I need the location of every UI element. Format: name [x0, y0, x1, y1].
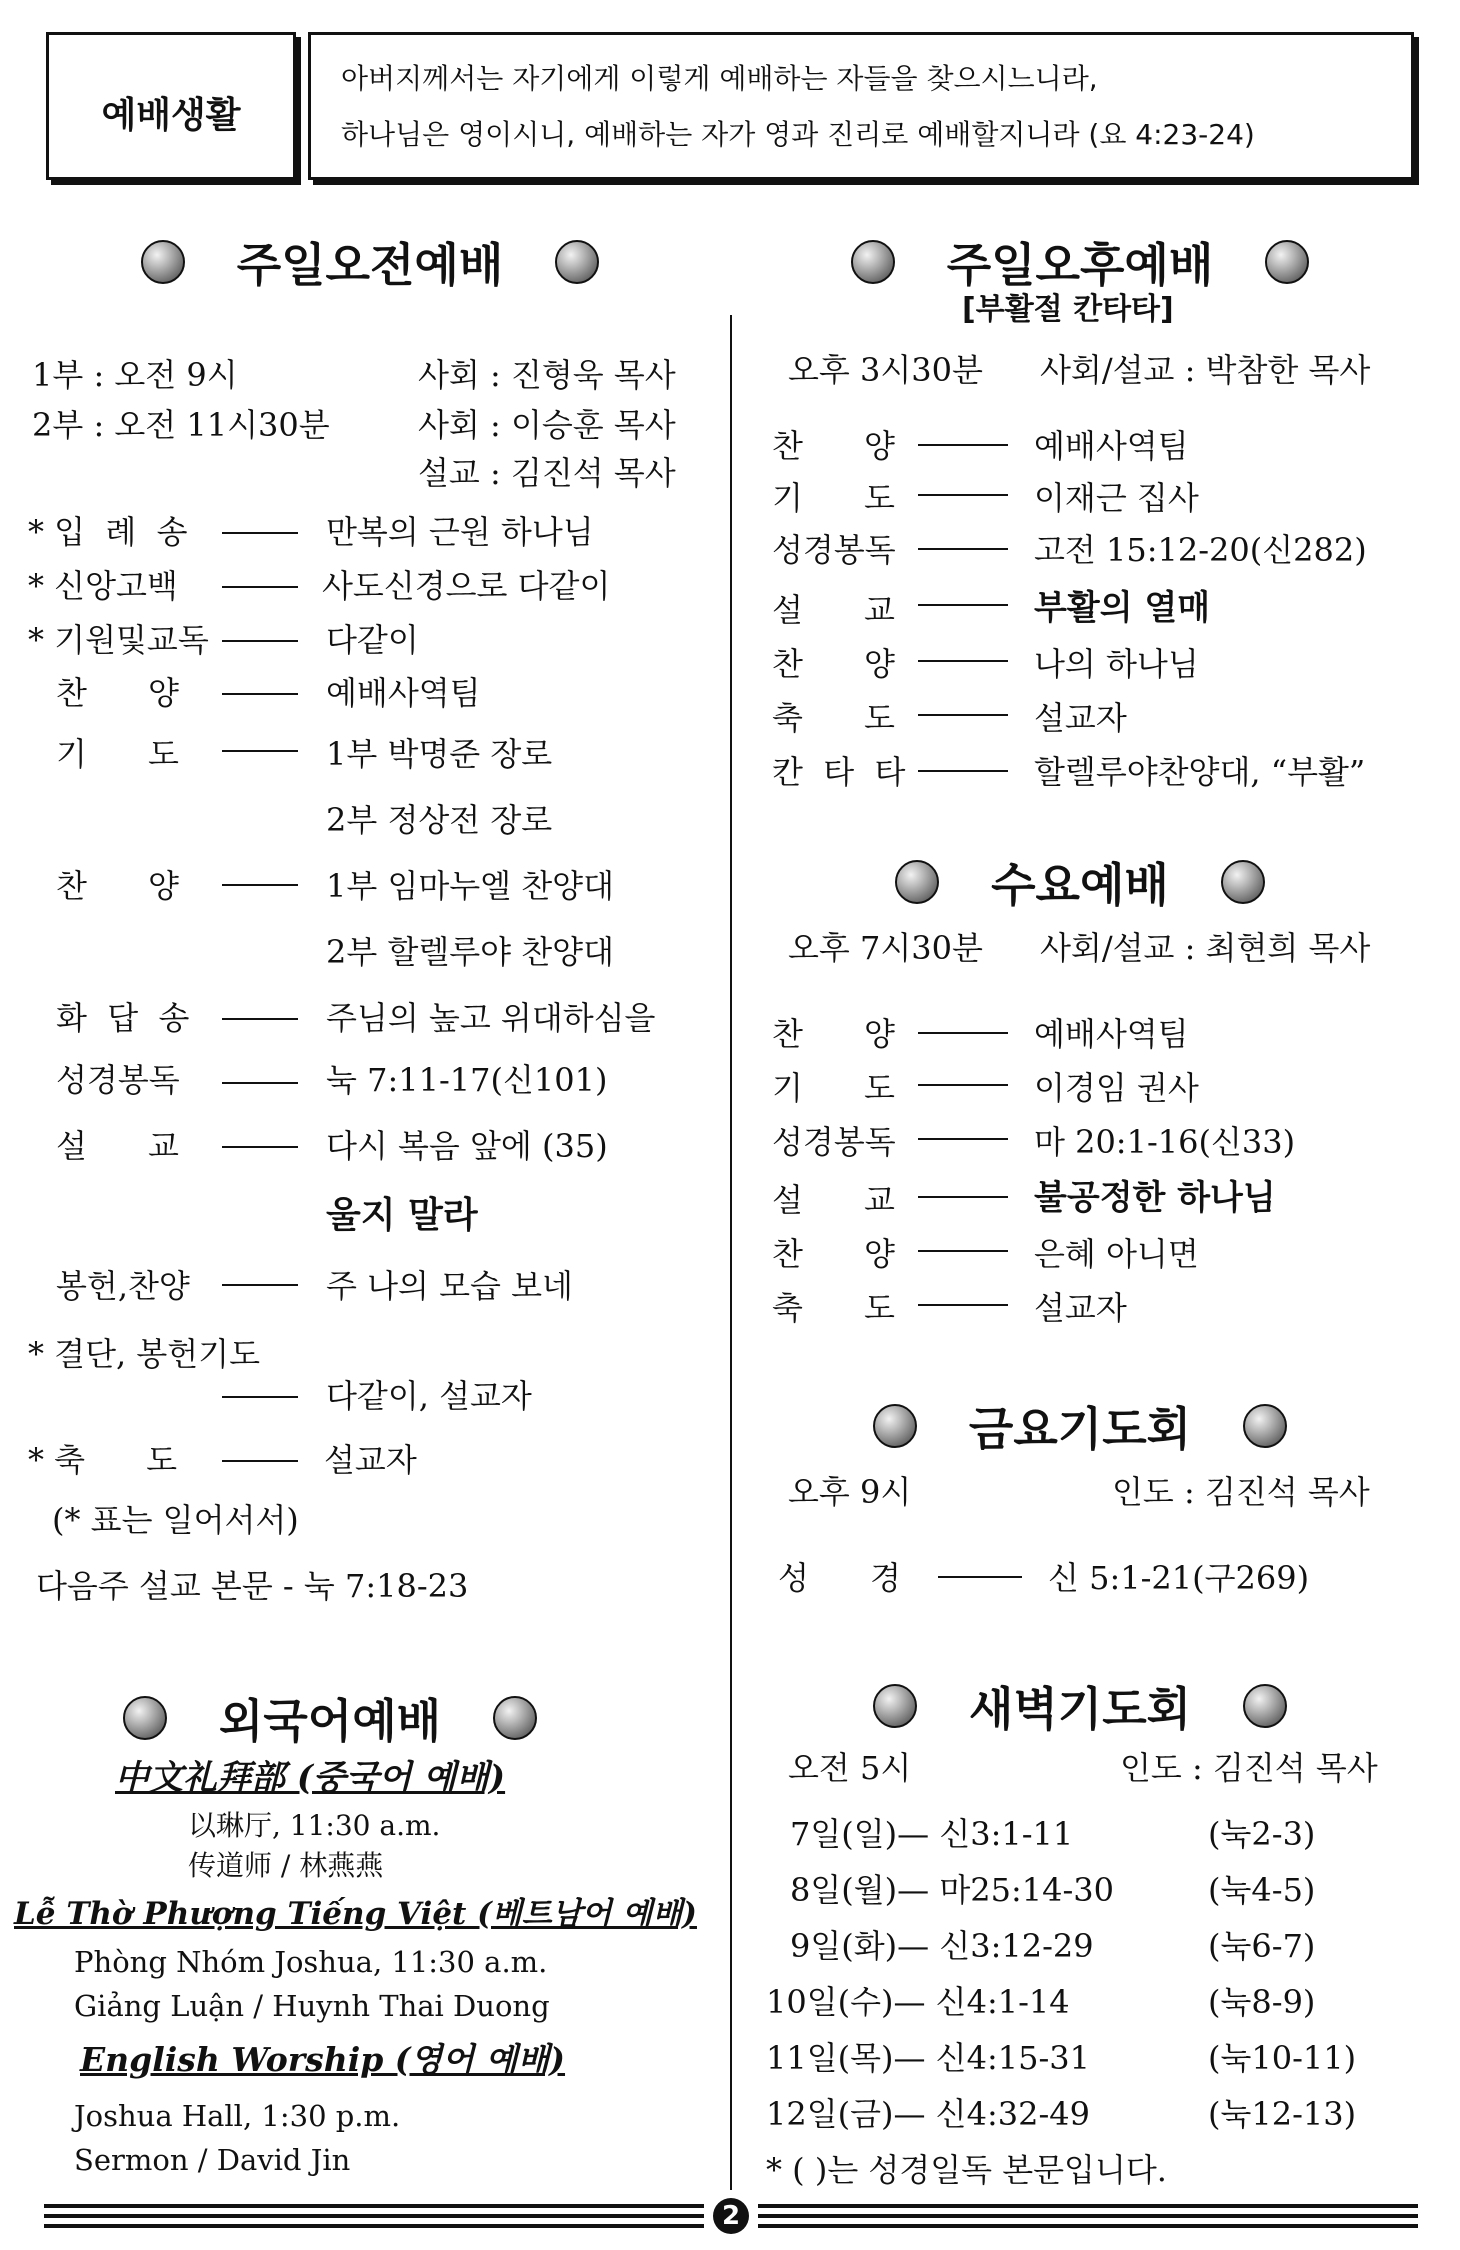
bullet-ball-icon [493, 1696, 537, 1740]
friday-title: 금요기도회 [968, 1402, 1192, 1456]
dawn-ref: (눅6-7) [1208, 1927, 1316, 1965]
bullet-ball-icon [1265, 240, 1309, 284]
dash-line [918, 548, 1008, 550]
bullet-ball-icon [555, 240, 599, 284]
order-label: 기 도 [56, 735, 179, 773]
afternoon-title: 주일오후예배 [946, 238, 1214, 292]
vietnamese-line-2: Giảng Luận / Huynh Thai Duong [74, 1989, 550, 2023]
scripture-label: 성 경 [778, 1559, 901, 1597]
order-value: 이재근 집사 [1034, 479, 1199, 517]
order-label: 기 도 [772, 479, 895, 517]
order-value: 사도신경으로 다같이 [322, 567, 611, 605]
order-value: 마 20:1-16(신33) [1034, 1123, 1296, 1161]
dash-line [918, 1304, 1008, 1306]
order-label: 찬 양 [772, 645, 895, 683]
order-value: 눅 7:11-17(신101) [326, 1061, 608, 1099]
english-title: English Worship (영어 예배) [80, 2040, 566, 2079]
order-label: 화 답 송 [56, 999, 190, 1037]
decision-label: * 결단, 봉헌기도 [28, 1335, 260, 1373]
bullet-ball-icon [1243, 1404, 1287, 1448]
order-label: 성경봉독 [772, 1123, 896, 1161]
scripture-value: 신 5:1-21(구269) [1048, 1559, 1310, 1597]
friday-leader: 인도 : 김진석 목사 [1112, 1473, 1370, 1511]
foreign-title: 외국어예배 [218, 1694, 442, 1748]
afternoon-host: 사회/설교 : 박참한 목사 [1040, 351, 1371, 389]
bullet-ball-icon [895, 860, 939, 904]
verse-line-2: 하나님은 영이시니, 예배하는 자가 영과 진리로 예배할지니라 (요 4:23-24) [341, 118, 1255, 151]
afternoon-subtitle: [부활절 칸타타] [962, 292, 1174, 327]
svc1-host: 사회 : 진형욱 목사 [418, 356, 676, 394]
decision-value: 다같이, 설교자 [326, 1377, 532, 1415]
vietnamese-title: Lễ Thờ Phượng Tiếng Việt (베트남어 예배) [14, 1896, 697, 1932]
dash-line [918, 714, 1008, 716]
dash-line [222, 1146, 298, 1148]
order-value: 은혜 아니면 [1034, 1235, 1199, 1273]
bullet-ball-icon [1243, 1684, 1287, 1728]
order-value: 예배사역팀 [326, 674, 481, 712]
order-value: 설교자 [1034, 1289, 1127, 1327]
order-value: 설교자 [1034, 699, 1127, 737]
dawn-day: 9일(화)— 신3:12-29 [790, 1927, 1094, 1965]
wednesday-host: 사회/설교 : 최현희 목사 [1040, 929, 1371, 967]
afternoon-time: 오후 3시30분 [788, 351, 983, 389]
order-value: 고전 15:12-20(신282) [1034, 531, 1367, 569]
section-title-dawn [740, 1676, 1420, 1736]
dash-line [222, 586, 298, 588]
svc2-time: 2부 : 오전 11시30분 [32, 406, 330, 444]
dawn-day: 12일(금)— 신4:32-49 [766, 2095, 1090, 2133]
next-week-text: 다음주 설교 본문 - 눅 7:18-23 [36, 1567, 469, 1605]
order-value: 다같이 [326, 621, 419, 659]
order-label: 성경봉독 [56, 1061, 180, 1099]
dash-line [918, 1196, 1008, 1198]
dawn-ref: (눅8-9) [1208, 1983, 1316, 2021]
section-title-wednesday [740, 852, 1420, 912]
chinese-line-2: 传道师 / 林燕燕 [188, 1849, 384, 1882]
section-title-afternoon [740, 232, 1420, 292]
dawn-day: 7일(일)— 신3:1-11 [790, 1815, 1074, 1853]
svc1-time: 1부 : 오전 9시 [32, 356, 238, 394]
vietnamese-line-1: Phòng Nhóm Joshua, 11:30 a.m. [74, 1945, 548, 1979]
wednesday-time: 오후 7시30분 [788, 929, 983, 967]
order-value: 예배사역팀 [1034, 1015, 1189, 1053]
dash-line [918, 604, 1008, 606]
order-value: 할렐루야찬양대, “부활” [1034, 753, 1366, 791]
bullet-ball-icon [141, 240, 185, 284]
chinese-line-1: 以琳厅, 11:30 a.m. [188, 1809, 441, 1842]
order-value: 1부 박명준 장로 [326, 735, 553, 773]
dash-line [222, 1082, 298, 1084]
svc2-host: 사회 : 이승훈 목사 [418, 406, 676, 444]
friday-time: 오후 9시 [788, 1473, 912, 1511]
header-label-box [46, 32, 296, 180]
wednesday-title: 수요예배 [991, 858, 1169, 912]
order-label: 설 교 [56, 1127, 179, 1165]
dawn-title: 새벽기도회 [968, 1682, 1192, 1736]
bullet-ball-icon [873, 1404, 917, 1448]
section-title-friday [740, 1396, 1420, 1456]
bullet-ball-icon [873, 1684, 917, 1728]
standing-note: (* 표는 일어서서) [52, 1501, 299, 1539]
header-label: 예배생활 [101, 95, 241, 136]
order-label: * 신앙고백 [28, 567, 178, 605]
footer-line [758, 2204, 1418, 2208]
order-label: 찬 양 [56, 867, 179, 905]
dawn-note: * ( )는 성경일독 본문입니다. [766, 2151, 1167, 2189]
english-line-2: Sermon / David Jin [74, 2143, 351, 2177]
order-label: 축 도 [772, 1289, 895, 1327]
column-divider [730, 315, 732, 2190]
dawn-day: 10일(수)— 신4:1-14 [766, 1983, 1070, 2021]
dash-line [222, 1284, 298, 1286]
order-label: 축 도 [772, 699, 895, 737]
order-value: 다시 복음 앞에 (35) [326, 1127, 608, 1165]
dash-line [222, 640, 298, 642]
dawn-ref: (눅10-11) [1208, 2039, 1357, 2077]
dash-line [938, 1576, 1022, 1578]
dawn-leader: 인도 : 김진석 목사 [1120, 1749, 1378, 1787]
footer-line [758, 2214, 1418, 2218]
bullet-ball-icon [1221, 860, 1265, 904]
footer-line [44, 2204, 704, 2208]
order-label: * 입 례 송 [28, 513, 188, 551]
order-label: 찬 양 [772, 427, 895, 465]
morning-preacher: 설교 : 김진석 목사 [418, 454, 676, 492]
dash-line [222, 750, 298, 752]
order-value: 불공정한 하나님 [1034, 1178, 1276, 1218]
order-label: 칸 타 타 [772, 753, 906, 791]
sermon-title: 울지 말라 [326, 1195, 478, 1236]
section-title-foreign [0, 1688, 660, 1748]
order-label: 찬 양 [772, 1235, 895, 1273]
footer-line [44, 2214, 704, 2218]
dash-line [918, 660, 1008, 662]
order-value: 1부 임마누엘 찬양대 [326, 867, 614, 905]
dash-line [222, 1018, 298, 1020]
header-verse-box [308, 32, 1414, 180]
footer-line [758, 2224, 1418, 2228]
morning-title: 주일오전예배 [236, 238, 504, 292]
dawn-ref: (눅2-3) [1208, 1815, 1316, 1853]
dash-line [222, 1460, 298, 1462]
dash-line [918, 444, 1008, 446]
order-value: 2부 정상전 장로 [326, 801, 553, 839]
dawn-day: 8일(월)— 마25:14-30 [790, 1871, 1114, 1909]
footer-line [44, 2224, 704, 2228]
order-value: 이경임 권사 [1034, 1069, 1199, 1107]
page-number: 2 [713, 2198, 749, 2234]
blessing-label: * 축 도 [28, 1441, 178, 1479]
order-value: 나의 하나님 [1034, 645, 1199, 683]
dash-line [918, 770, 1008, 772]
dawn-ref: (눅4-5) [1208, 1871, 1316, 1909]
section-title-morning [40, 232, 700, 292]
dawn-day: 11일(목)— 신4:15-31 [766, 2039, 1090, 2077]
bullet-ball-icon [851, 240, 895, 284]
dash-line [918, 1032, 1008, 1034]
dash-line [222, 693, 298, 695]
order-label: 성경봉독 [772, 531, 896, 569]
order-label: 찬 양 [772, 1015, 895, 1053]
verse-line-1: 아버지께서는 자기에게 이렇게 예배하는 자들을 찾으시느니라, [341, 62, 1098, 95]
order-value: 주님의 높고 위대하심을 [326, 999, 656, 1037]
dash-line [222, 532, 298, 534]
dash-line [918, 1138, 1008, 1140]
chinese-title: 中文礼拜部 (중국어 예배) [115, 1758, 506, 1798]
dash-line [222, 1396, 298, 1398]
blessing-value: 설교자 [324, 1441, 417, 1479]
dash-line [918, 494, 1008, 496]
dash-line [918, 1084, 1008, 1086]
order-label: 기 도 [772, 1069, 895, 1107]
order-label: 설 교 [772, 591, 895, 629]
order-label: 설 교 [772, 1181, 895, 1219]
order-label: * 기원및교독 [28, 621, 209, 659]
english-line-1: Joshua Hall, 1:30 p.m. [74, 2099, 401, 2133]
bullet-ball-icon [123, 1696, 167, 1740]
order-value: 부활의 열매 [1034, 588, 1211, 628]
order-value: 2부 할렐루야 찬양대 [326, 933, 614, 971]
dawn-time: 오전 5시 [788, 1749, 912, 1787]
dash-line [222, 884, 298, 886]
offering-label: 봉헌,찬양 [56, 1267, 190, 1305]
offering-value: 주 나의 모습 보네 [326, 1267, 573, 1305]
dash-line [918, 1250, 1008, 1252]
order-label: 찬 양 [56, 674, 179, 712]
order-value: 예배사역팀 [1034, 427, 1189, 465]
dawn-ref: (눅12-13) [1208, 2095, 1357, 2133]
order-value: 만복의 근원 하나님 [326, 513, 594, 551]
